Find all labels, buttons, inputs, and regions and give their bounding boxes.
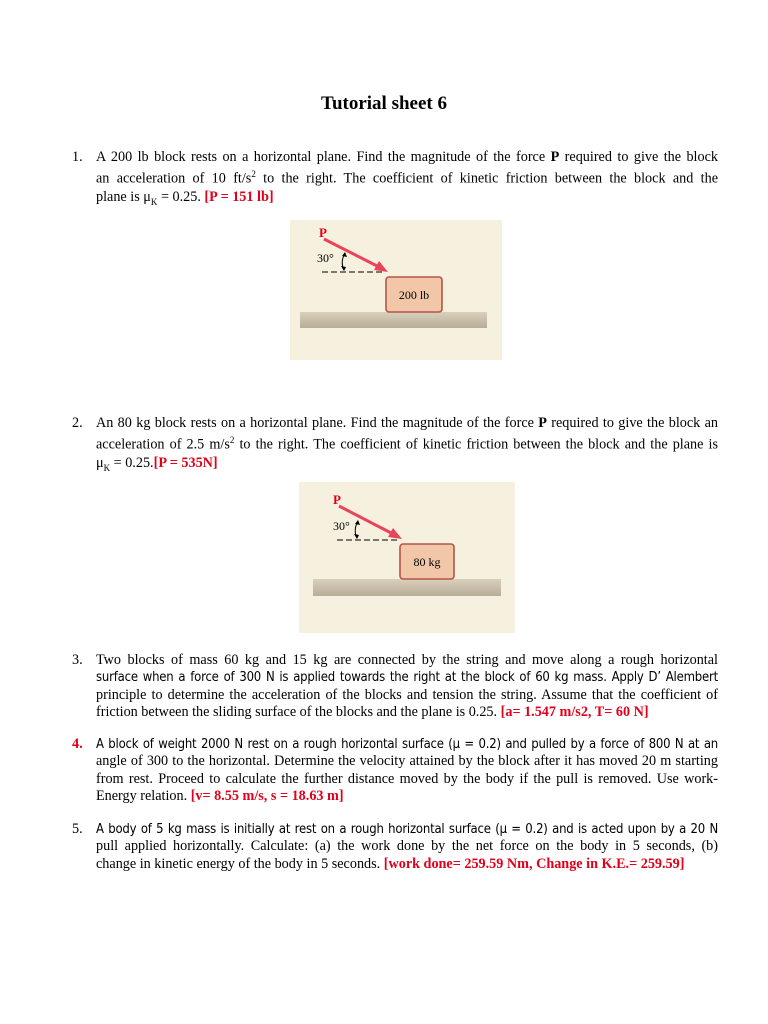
figure-block-diagram-1 [290, 220, 502, 360]
question-number: 3. [72, 652, 83, 668]
page-title: Tutorial sheet 6 [321, 93, 447, 114]
answer: [P = 535N] [153, 454, 218, 471]
answer: [v= 8.55 m/s, s = 18.63 m] [190, 788, 344, 805]
question-line: angle of 300 to the horizontal. Determine the velocity attained by the block after it has moved 20 m starting [96, 753, 718, 770]
ground-surface [300, 312, 487, 328]
question-line: surface when a force of 300 N is applied towards the right at the block of 60 kg mass. Apply D’ Alembert [96, 670, 718, 686]
question-number: 5. [72, 821, 83, 837]
question-1 [72, 149, 718, 211]
force-arrow [388, 528, 402, 539]
question-line: $\mu_K = 0.25.[P = 535N]$ [96, 454, 218, 473]
question-line: Energy relation. [v= 8.55 m/s, s = 18.63 m] [96, 788, 344, 805]
question-number: 4. [72, 736, 83, 752]
answer: [a= 1.547 m/s2, T= 60 N] [500, 704, 649, 721]
question-line: principle to determine the acceleration of the blocks and tension the string. Assume that the coefficient of [96, 686, 718, 703]
block-label: 200 lb [398, 288, 430, 302]
question-5 [72, 821, 718, 873]
angle-label: 30° [333, 519, 350, 533]
answer: [P = 151 lb] [204, 188, 274, 205]
question-line: from rest. Proceed to calculate the further distance moved by the body if the pull is removed. Use work- [96, 770, 718, 787]
question-number: 1. [72, 149, 83, 165]
question-line: Two blocks of mass 60 kg and 15 kg are connected by the string and move along a rough horizontal [96, 652, 718, 668]
question-line: A 200 lb block rests on a horizontal plane. Find the magnitude of the force P required to give the block [96, 149, 718, 165]
ground-surface [313, 579, 501, 596]
question-line: an acceleration of 10 $ft/s^2$ to the right. The coefficient of kinetic friction between the block and the [96, 169, 718, 188]
force-label: P [319, 225, 327, 240]
question-line: change in kinetic energy of the body in 5 seconds. [work done= 259.59 Nm, Change in K.E.= 259.59] [96, 855, 685, 872]
question-line: acceleration of 2.5 $m/s^2$ to the right. The coefficient of kinetic friction between the block and the plane is [96, 435, 718, 454]
figure-block-diagram-2 [299, 482, 515, 633]
question-line: A block of weight 2000 N rest on a rough horizontal surface (μ = 0.2) and pulled by a force of 800 N at an [96, 737, 718, 752]
question-2 [72, 415, 718, 477]
angle-label: 30° [317, 251, 334, 265]
question-line: An 80 kg block rests on a horizontal plane. Find the magnitude of the force P required to give the block an [96, 415, 718, 431]
question-4 [72, 736, 718, 806]
block-label: 80 kg [413, 555, 441, 569]
question-line: A body of 5 kg mass is initially at rest on a rough horizontal surface (μ = 0.2) and is acted upon by a 20 N [96, 822, 718, 837]
force-arrow [374, 261, 388, 272]
question-3 [72, 652, 718, 722]
question-number: 2. [72, 415, 83, 431]
question-line: plane is $\mu_K = 0.25$. [P = 151 lb] [96, 188, 274, 207]
question-line: pull applied horizontally. Calculate: (a) the work done by the net force on the body in 5 seconds, (b) [96, 838, 718, 855]
question-line: friction between the sliding surface of the blocks and the plane is 0.25. [a= 1.547 m/s2, T= 60 N] [96, 704, 649, 721]
answer: [work done= 259.59 Nm, Change in K.E.= 259.59] [383, 855, 685, 872]
force-label: P [333, 492, 341, 507]
